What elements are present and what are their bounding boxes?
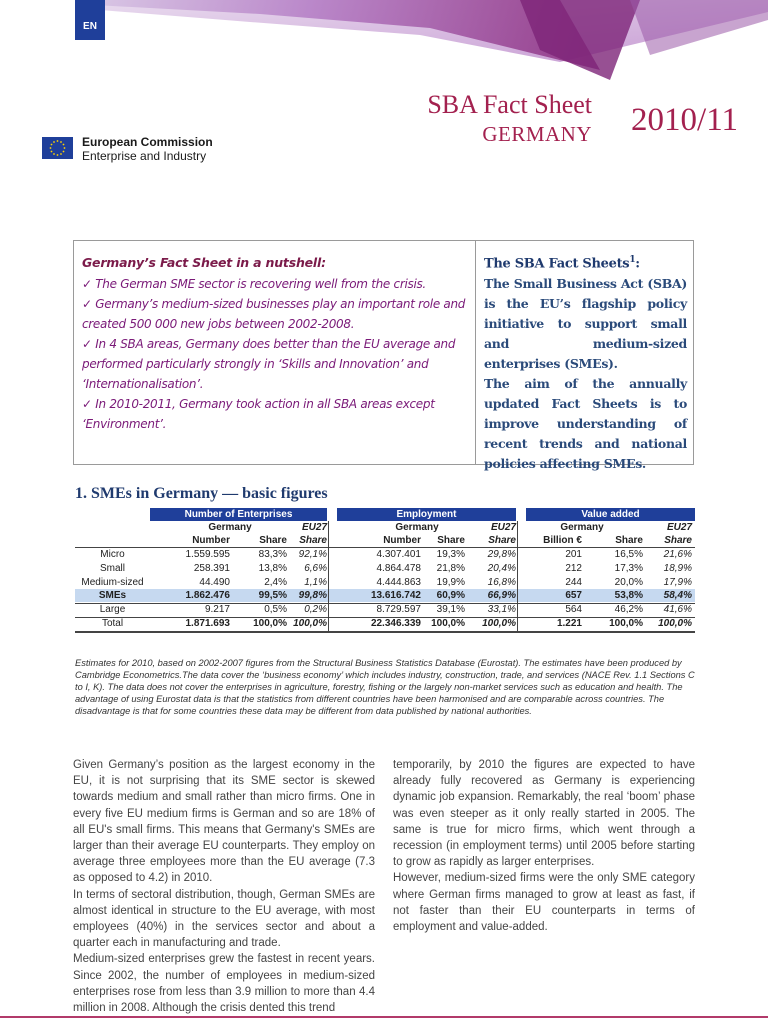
org-name: European Commission <box>82 135 213 149</box>
table-column-header-row <box>75 534 695 547</box>
table-cell: 100,0% <box>253 618 287 629</box>
table-cell: 83,3% <box>258 549 287 560</box>
table-cell: 100,0% <box>609 618 643 629</box>
table-column-header: Number <box>383 535 421 546</box>
table-cell: 41,6% <box>663 604 692 616</box>
body-paragraph: Given Germany’s position as the largest economy in the EU, it is not surprising that its SME sector is skewed towards medium and small rather than micro firms. One in every five EU medium firms is German and so are 18% of all EU's small firms. This means that Germany's SMEs are larger than their average EU counterparts. They employ on average three employees more than the EU average (7.3 as opposed to 4.2) in 2010. <box>73 759 375 885</box>
page-title: SBA Fact Sheet <box>427 90 592 119</box>
table-cell: 22.346.339 <box>370 618 421 629</box>
table-cell: 4.444.863 <box>376 576 421 588</box>
table-column-header: Share <box>299 535 327 546</box>
table-cell: 6,6% <box>304 562 327 574</box>
table-row-label: Total <box>101 618 124 629</box>
table-row <box>75 617 695 630</box>
table-cell: 66,9% <box>487 590 516 602</box>
section-heading: 1. SMEs in Germany — basic figures <box>75 485 328 502</box>
table-row <box>75 576 695 589</box>
table-cell: 657 <box>565 590 582 602</box>
table-cell: 100,0% <box>431 618 465 629</box>
table-cell: 1,1% <box>304 576 327 588</box>
table-cell: 212 <box>565 562 582 574</box>
table-cell: 201 <box>565 549 582 560</box>
check-icon: ✓ <box>82 297 92 311</box>
table-country-header: EU27 <box>666 522 692 533</box>
nutshell-heading: Germany’s Fact Sheet in a nutshell: <box>82 255 326 270</box>
country-name: GERMANY <box>482 122 592 146</box>
sba-info-panel <box>476 241 693 472</box>
table-cell: 4.307.401 <box>376 549 421 560</box>
footnote-link[interactable]: 1 <box>629 255 636 265</box>
table-column-header: Share <box>488 535 516 546</box>
table-rule <box>75 631 695 633</box>
table-country-header: Germany <box>208 522 252 533</box>
table-note: Estimates for 2010, based on 2002-2007 figures from the Structural Business Statistics Database (Eurostat). The estimates have been produced by Cambridge Econometrics.The data cover the ‘business economy’ which includes industry, construction, trade, and services (NACE Rev. 1.1 Sections C to I, K). The data does not cover the enterprises in agriculture, forestry, fishing or the largely non-market services such as education and health. The advantage of using Eurostat data is that the statistics from different countries have been harmonised and are comparable across countries. The disadvantage is that for some countries these data may be different from data published by national authorities. <box>75 658 695 717</box>
check-icon: ✓ <box>82 337 92 351</box>
table-cell: 29,8% <box>487 549 516 560</box>
table-column-header: Share <box>664 535 692 546</box>
org-unit: Enterprise and Industry <box>82 149 207 163</box>
table-cell: 13,8% <box>258 562 287 574</box>
table-row <box>75 589 695 602</box>
table-row <box>75 548 695 561</box>
table-group-header: Value added <box>526 508 695 521</box>
fact-sheet-title <box>338 90 738 150</box>
table-column-header: Share <box>437 535 465 546</box>
table-column-header: Number <box>192 535 230 546</box>
table-cell: 1.862.476 <box>185 590 230 602</box>
table-country-header: EU27 <box>490 522 516 533</box>
table-cell: 18,9% <box>663 562 692 574</box>
table-column-header: Share <box>615 535 643 546</box>
table-cell: 20,4% <box>487 562 516 574</box>
table-row <box>75 562 695 575</box>
table-row-label: Small <box>99 562 125 574</box>
table-cell: 21,8% <box>436 562 465 574</box>
table-cell: 99,8% <box>298 590 327 602</box>
table-cell: 46,2% <box>614 604 643 616</box>
language-badge: EN <box>83 21 97 32</box>
table-cell: 53,8% <box>614 590 643 602</box>
table-group-header-row <box>75 508 695 521</box>
check-icon: ✓ <box>82 277 92 291</box>
body-paragraph: However, medium-sized firms were the only SME category where German firms managed to grow at least as fast, if not faster than their EU counterparts in terms of employment and value-added. <box>393 872 695 934</box>
table-cell: 8.729.597 <box>376 604 421 616</box>
table-column-header: Billion € <box>543 535 582 546</box>
table-group-header: Employment <box>337 508 516 521</box>
body-paragraph: Medium-sized enterprises grew the fastest in recent years. Since 2002, the number of employees in medium-sized enterprises rose from less than 3.9 million to more than 4.4 million in 2008. Although the crisis dented this trend <box>73 953 375 1015</box>
nutshell-item: ✓ Germany’s medium-sized businesses play an important role and created 500 000 new jobs between 2002-2008. <box>82 297 466 331</box>
table-row <box>75 603 695 616</box>
table-cell: 99,5% <box>258 590 287 602</box>
nutshell-item: ✓ The German SME sector is recovering well from the crisis. <box>82 277 426 291</box>
table-cell: 16,5% <box>614 549 643 560</box>
eu-flag-icon <box>42 137 73 159</box>
table-row-label: SMEs <box>98 590 127 602</box>
table-country-header: Germany <box>395 522 439 533</box>
table-cell: 258.391 <box>193 562 230 574</box>
table-cell: 19,9% <box>436 576 465 588</box>
table-cell: 19,3% <box>436 549 465 560</box>
table-cell: 0,5% <box>264 604 287 616</box>
table-cell: 60,9% <box>436 590 465 602</box>
table-cell: 244 <box>565 576 582 588</box>
european-commission-logo <box>42 135 262 165</box>
table-row-label: Micro <box>100 549 125 560</box>
table-cell: 16,8% <box>487 576 516 588</box>
table-cell: 9.217 <box>204 604 230 616</box>
table-country-header: EU27 <box>301 522 327 533</box>
table-cell: 1.221 <box>556 618 582 629</box>
nutshell-item: ✓ In 4 SBA areas, Germany does better than the EU average and performed particularly strongly in ‘Skills and Innovation’ and ‘Internationalisation’. <box>82 337 456 391</box>
table-country-header-row <box>75 521 695 534</box>
nutshell-item: ✓ In 2010-2011, Germany took action in all SBA areas except ‘Environment’. <box>82 397 435 431</box>
table-cell: 58,4% <box>663 590 692 602</box>
table-separator <box>328 521 329 631</box>
table-cell: 2,4% <box>264 576 287 588</box>
table-group-header: Number of Enterprises <box>150 508 327 521</box>
table-cell: 564 <box>565 604 582 616</box>
header-banner <box>0 0 768 90</box>
table-country-header: Germany <box>560 522 604 533</box>
body-column-left <box>73 757 375 1016</box>
body-paragraph: temporarily, by 2010 the figures are expected to have already fully recovered as Germany is experiencing dynamic job expansion. Remarkably, the real ‘boom’ phase was even steeper as it only really started in 2005. The same is true for micro firms, which went through a recession (in employment terms) until 2005 before starting to grow as rapidly as larger enterprises. <box>393 759 695 869</box>
table-cell: 100,0% <box>482 618 516 629</box>
nutshell-panel <box>74 241 476 464</box>
table-cell: 44.490 <box>199 576 230 588</box>
sba-info-heading: The SBA Fact Sheets$^1$: <box>484 255 640 272</box>
sba-info-paragraph: The aim of the annually updated Fact Sheets is to improve understanding of recent trends and national policies affecting SMEs. <box>484 376 687 472</box>
table-column-header: Share <box>259 535 287 546</box>
table-cell: 100,0% <box>293 618 327 629</box>
table-cell: 33,1% <box>487 604 516 616</box>
table-cell: 1.559.595 <box>185 549 230 560</box>
body-paragraph: In terms of sectoral distribution, though, German SMEs are almost identical in structure to the EU average, with most employees (40%) in the services sector and about a quarter each in manufacturing and trade. <box>73 888 375 950</box>
table-cell: 20,0% <box>614 576 643 588</box>
body-column-right <box>393 757 695 935</box>
check-icon: ✓ <box>82 397 92 411</box>
sba-info-paragraph: The Small Business Act (SBA) is the EU’s flagship policy initiative to support small and medium-sized enterprises (SMEs). <box>484 276 687 372</box>
table-cell: 21,6% <box>663 549 692 560</box>
table-cell: 4.864.478 <box>376 562 421 574</box>
table-cell: 100,0% <box>658 618 692 629</box>
table-separator <box>517 521 518 631</box>
footer-rule <box>0 1016 768 1018</box>
table-cell: 39,1% <box>436 604 465 616</box>
table-row-label: Large <box>99 604 126 616</box>
table-row-label: Medium-sized <box>81 576 144 588</box>
table-cell: 13.616.742 <box>370 590 421 602</box>
summary-box <box>73 240 694 472</box>
table-cell: 17,9% <box>663 576 692 588</box>
edition-year: 2010/11 <box>631 102 738 138</box>
table-cell: 92,1% <box>298 549 327 560</box>
table-cell: 1.871.693 <box>185 618 230 629</box>
table-cell: 0,2% <box>304 604 327 616</box>
table-cell: 17,3% <box>614 562 643 574</box>
